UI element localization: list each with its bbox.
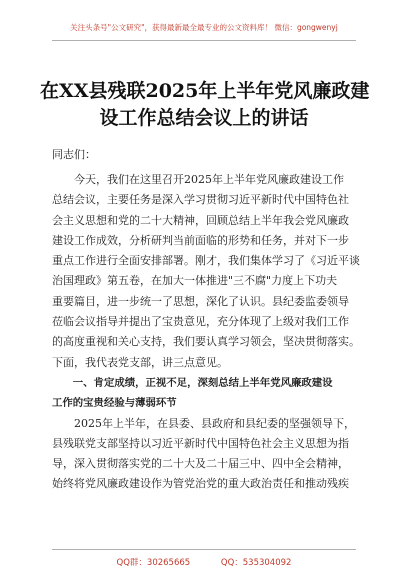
- footer-qq: QQ：535304092: [220, 558, 292, 568]
- section-heading-line-2: 工作的宝贵经验与薄弱环节: [52, 397, 177, 410]
- body-line: 重要篇目，进一步统一了思想，深化了认识。县纪委监委领导: [52, 294, 349, 308]
- header-divider: [52, 40, 356, 41]
- body-line: 2025年上半年，在县委、县政府和县纪委的坚强领导下，: [52, 416, 355, 430]
- body-line: 县残联党支部坚持以习近平新时代中国特色社会主义思想为指: [52, 436, 349, 450]
- body-line: 重点工作进行全面安排部署。刚才，我们集体学习了《习近平谈: [52, 254, 360, 268]
- body-line: 的高度重视和关心支持，我们要认真学习领会，坚决贯彻落实。: [52, 335, 360, 349]
- body-line: 会主义思想和党的二十大精神，回顾总结上半年我会党风廉政: [52, 213, 349, 227]
- body-line: 莅临会议指导并提出了宝贵意见，充分体现了上级对我们工作: [52, 315, 349, 329]
- body-line: 下面，我代表党支部，讲三点意见。: [52, 355, 228, 369]
- title-line-2: 设工作总结会议上的讲话: [99, 107, 309, 129]
- body-line: 今天，我们在这里召开2025年上半年党风廉政建设工作: [52, 173, 344, 186]
- footer-qq-group: QQ群：30265665: [116, 558, 191, 568]
- footer-divider: [52, 549, 356, 550]
- body-line: 治国理政》第五卷，在加大一体推进"三不腐"力度上下功夫: [52, 274, 338, 288]
- section-heading-line-1: 一、肯定成绩，正视不足，深刻总结上半年党风廉政建设: [52, 376, 333, 389]
- body-line: 总结会议，主要任务是深入学习贯彻习近平新时代中国特色社: [52, 193, 349, 207]
- body-line: 建设工作成效，分析研判当前面临的形势和任务，并对下一步: [52, 233, 349, 247]
- title-line-1: 在XX县残联2025年上半年党风廉政建: [40, 80, 370, 102]
- footer: [0, 556, 408, 568]
- body-line: 始终将党风廉政建设作为管党治党的重大政治责任和推动残疾: [52, 477, 349, 491]
- salutation: 同志们：: [52, 148, 96, 161]
- header-note: 关注头条号"公文研究"，获得最新最全最专业的公文资料库！ 微信：gongwenyj: [70, 23, 338, 32]
- document-title: [40, 78, 368, 132]
- body-line: 导，深入贯彻落实党的二十大及二十届三中、四中全会精神，: [52, 457, 349, 471]
- body-text: [52, 170, 362, 495]
